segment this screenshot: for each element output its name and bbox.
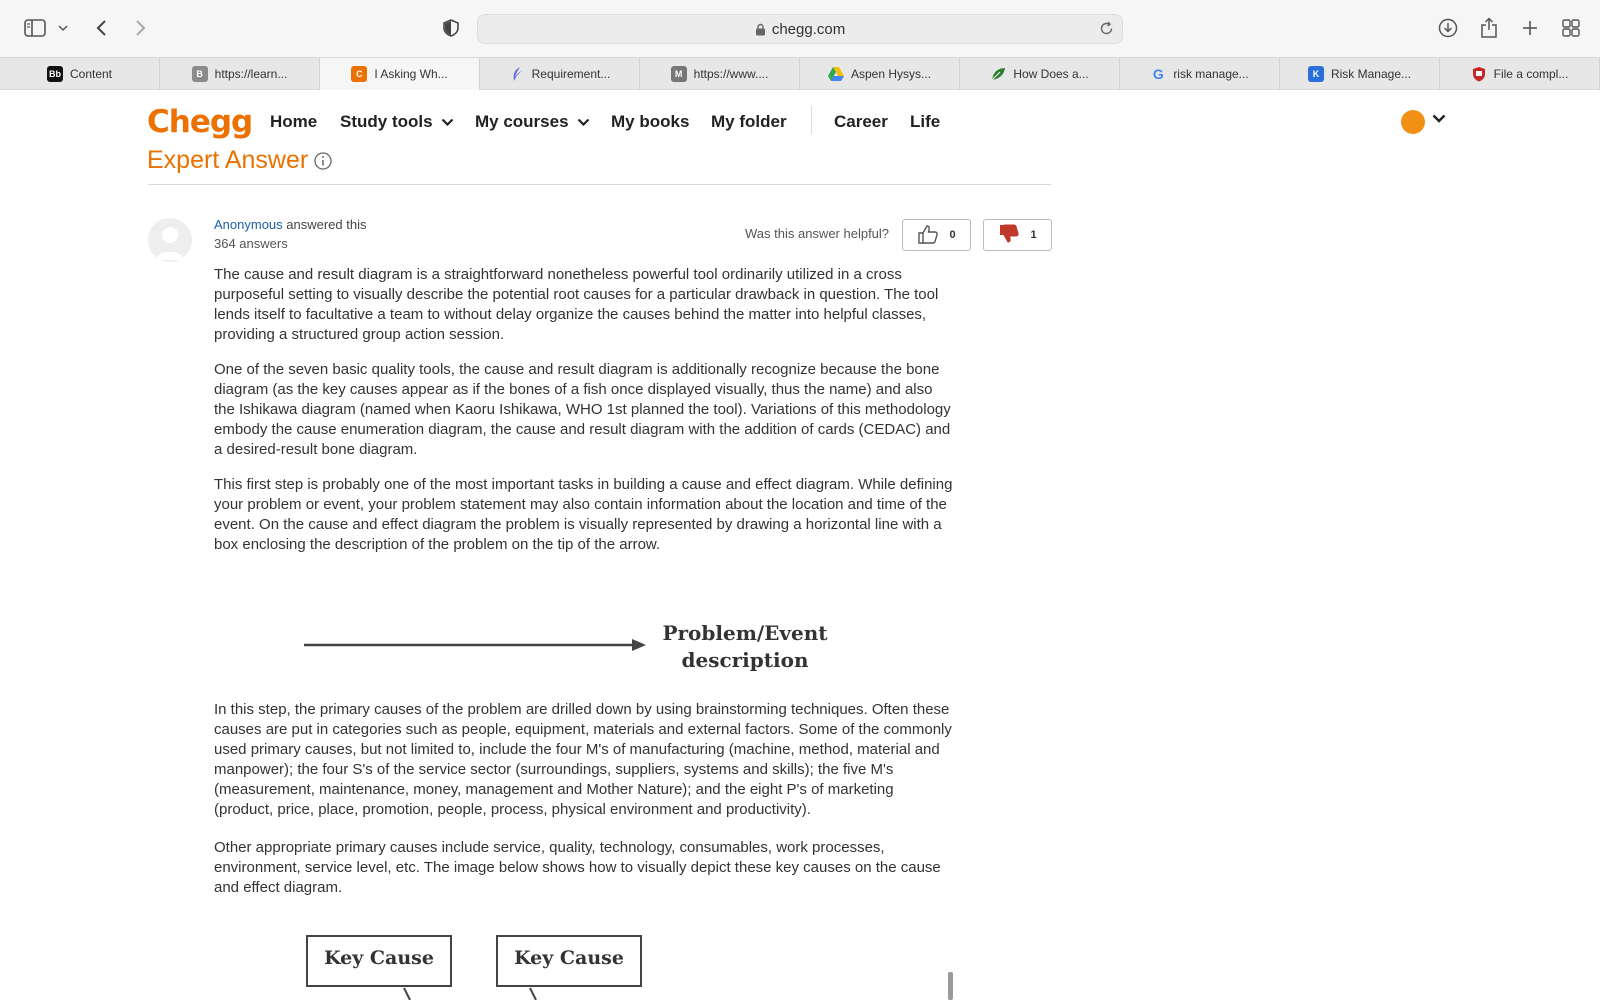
reload-icon[interactable] <box>1099 21 1114 36</box>
cause-connector-lines <box>306 935 646 1000</box>
avatar <box>148 218 192 262</box>
answered-suffix: answered this <box>282 217 367 232</box>
tab-label: Content <box>69 67 113 81</box>
thumbs-down-button[interactable] <box>983 219 1052 251</box>
shield-favicon-icon <box>1471 66 1487 82</box>
tab-overview-icon[interactable] <box>1559 14 1583 42</box>
helpful-prompt: Was this answer helpful? <box>745 226 890 241</box>
author-link[interactable]: Anonymous <box>214 217 283 232</box>
thumbs-up-icon <box>917 224 939 247</box>
heading-divider <box>148 184 1051 185</box>
tab-risk-manage[interactable] <box>1280 58 1440 90</box>
author-line <box>214 217 366 232</box>
chevron-down-icon <box>577 118 590 126</box>
answer-paragraph: The cause and result diagram is a straightforward nonetheless powerful tool ordinarily utilized in a cross purposeful setting to visually describe the potential root causes for a particular drawback in question. The tool lends itself to facultative a team to without delay organize the causes behind the matter into helpful classes, providing a structured group action session. <box>214 266 939 343</box>
tab-label: https://learn... <box>214 67 288 81</box>
nav-my-books[interactable] <box>611 112 689 132</box>
nav-study-tools-label: Study tools <box>340 112 433 131</box>
answer-paragraph: Other appropriate primary causes include service, quality, technology, consumables, work processes, environment, service level, etc. The image below shows how to visually depict these key causes on the cause and effect diagram. <box>214 839 941 896</box>
back-arrow-icon[interactable] <box>90 14 112 42</box>
arrow-shape <box>300 610 650 680</box>
expert-answer-heading <box>147 146 332 175</box>
nav-life[interactable] <box>910 112 940 132</box>
expert-answer-title: Expert Answer <box>147 146 309 174</box>
answers-count: 364 answers <box>214 236 288 251</box>
info-icon[interactable] <box>314 152 332 170</box>
google-drive-favicon-icon <box>828 66 844 82</box>
browser-toolbar <box>0 0 1600 57</box>
tab-label: File a compl... <box>1493 67 1569 81</box>
new-tab-plus-icon[interactable] <box>1518 14 1542 42</box>
tab-bar <box>0 57 1600 90</box>
tab-label: risk manage... <box>1173 67 1249 81</box>
privacy-shield-icon[interactable] <box>440 14 462 42</box>
m-favicon-icon: M <box>671 66 687 82</box>
tab-file-complaint[interactable] <box>1440 58 1600 90</box>
nav-home-label: Home <box>270 112 318 131</box>
chevron-down-icon <box>441 118 454 126</box>
nav-my-folder[interactable] <box>711 112 787 132</box>
nav-my-folder-label: My folder <box>711 112 787 131</box>
leaf-favicon-icon <box>990 66 1006 82</box>
sidebar-toggle-icon[interactable] <box>22 14 48 42</box>
b-favicon-icon: B <box>192 66 208 82</box>
tab-medium[interactable] <box>640 58 800 90</box>
answer-paragraph: This first step is probably one of the most important tasks in building a cause and effect diagram. While defining your problem or event, your problem statement may also contain information about the location and time of the event. On the cause and effect diagram the problem is visually represented by drawing a horizontal line with a box enclosing the description of the problem on the tip of the arrow. <box>214 476 953 553</box>
tab-how-does[interactable] <box>960 58 1120 90</box>
chevron-down-icon[interactable] <box>1432 114 1446 123</box>
problem-arrow-diagram <box>300 610 830 680</box>
tab-label: How Does a... <box>1013 67 1089 81</box>
thumbs-down-count: 1 <box>1030 229 1037 241</box>
problem-label-line2: description <box>681 648 809 672</box>
download-icon[interactable] <box>1436 14 1460 42</box>
problem-event-label <box>660 620 830 674</box>
lock-icon <box>755 23 766 36</box>
blackboard-favicon-icon: Bb <box>47 66 63 82</box>
nav-life-label: Life <box>910 112 941 131</box>
key-cause-diagram <box>306 935 646 1000</box>
tab-learn[interactable] <box>160 58 320 90</box>
user-avatar[interactable] <box>1401 110 1425 134</box>
nav-study-tools[interactable] <box>340 112 454 132</box>
tab-requirement[interactable] <box>480 58 640 90</box>
scrollbar-thumb[interactable] <box>948 972 953 1000</box>
feather-favicon-icon <box>509 66 525 82</box>
k-favicon-icon: K <box>1308 66 1324 82</box>
url-text: chegg.com <box>771 20 846 38</box>
thumbs-up-count: 0 <box>949 229 956 241</box>
thumbs-down-icon <box>998 224 1020 247</box>
problem-label-line1: Problem/Event <box>662 621 828 645</box>
tab-label: Risk Manage... <box>1330 67 1412 81</box>
google-favicon-icon: G <box>1152 66 1164 82</box>
tab-label: https://www.... <box>693 67 769 81</box>
nav-home[interactable] <box>270 112 317 132</box>
chegg-navbar <box>0 90 1600 152</box>
nav-career-label: Career <box>834 112 888 131</box>
tab-label: Requirement... <box>531 67 611 81</box>
chegg-logo[interactable]: Chegg <box>147 104 253 140</box>
tab-label: Aspen Hysys... <box>850 67 932 81</box>
answer-paragraph: One of the seven basic quality tools, the cause and result diagram is additionally recognize because the bone diagram (as the key causes appear as if the bones of a fish once displayed visually, thus the name) and also the Ishikawa diagram (named when Kaoru Ishikawa, WHO 1st planned the tool). Variations of this methodology embody the cause enumeration diagram, the cause and result diagram with the addition of cards (CEDAC) and a desired-result bone diagram. <box>214 361 951 458</box>
nav-my-courses-label: My courses <box>475 112 569 131</box>
tab-content[interactable] <box>0 58 160 90</box>
key-cause-box: Key Cause <box>306 935 452 987</box>
tab-google-risk[interactable] <box>1120 58 1280 90</box>
nav-divider <box>811 106 812 134</box>
chegg-favicon-icon: C <box>351 66 367 82</box>
nav-my-books-label: My books <box>611 112 690 131</box>
tab-aspen[interactable] <box>800 58 960 90</box>
chevron-down-icon[interactable] <box>56 14 70 42</box>
tab-chegg-active[interactable] <box>320 58 480 90</box>
tab-label: I Asking Wh... <box>374 67 448 81</box>
thumbs-up-button[interactable] <box>902 219 971 251</box>
key-cause-box: Key Cause <box>496 935 642 987</box>
nav-career[interactable] <box>834 112 888 132</box>
answer-paragraph: In this step, the primary causes of the problem are drilled down by using brainstorming techniques. Often these causes are put in categories such as people, equipment, materials and external factors. Some of the commonly used primary causes, but not limited to, include the four M's of manufacturing (machine, method, material and manpower); the four S's of the service sector (surroundings, suppliers, systems and skills); the five M's (measurement, maintenance, money, management and Mother Nature); and the eight P's of marketing (product, price, place, promotion, people, process, physical environment and productivity). <box>214 701 952 818</box>
forward-arrow-icon[interactable] <box>130 14 152 42</box>
share-icon[interactable] <box>1477 14 1501 42</box>
address-bar[interactable] <box>477 14 1123 44</box>
nav-my-courses[interactable] <box>475 112 590 132</box>
